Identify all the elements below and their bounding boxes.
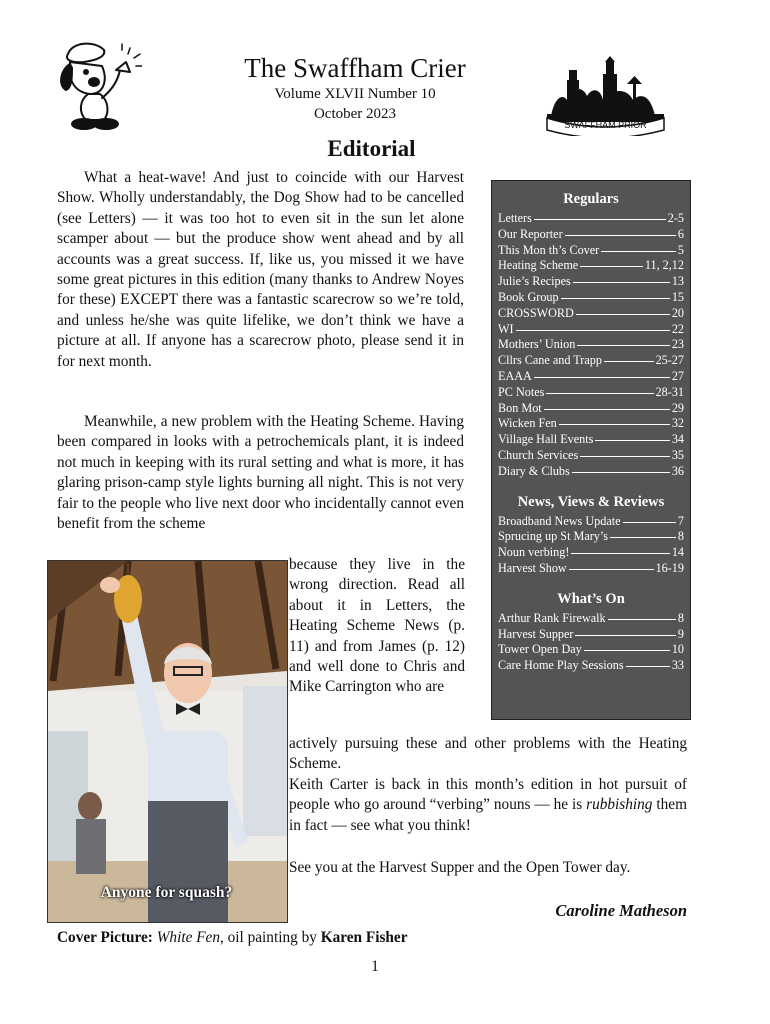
leader-line <box>580 266 643 267</box>
contents-entry-page: 5 <box>677 242 684 257</box>
contents-entry-title: Sprucing up St Mary’s <box>498 529 609 544</box>
contents-entry-title: Letters <box>498 211 532 225</box>
leader-line <box>623 522 676 523</box>
contents-entry-title: PC Notes <box>498 384 545 399</box>
regulars-entry <box>498 416 684 432</box>
contents-entry-page: 25-27 <box>655 353 684 368</box>
contents-entry-title: CROSSWORD <box>498 305 574 320</box>
leader-line <box>546 393 653 394</box>
contents-entry-page: 13 <box>671 274 684 289</box>
editorial-paragraph-4: See you at the Harvest Supper and the Open Tower day. <box>289 859 631 876</box>
leader-line <box>516 330 670 331</box>
regulars-entry <box>498 464 684 480</box>
leader-line <box>580 456 670 457</box>
regulars-entry <box>498 401 684 417</box>
contents-entry-title: WI <box>498 321 514 336</box>
news-entry <box>498 529 684 545</box>
editorial-paragraph-2: Meanwhile, a new problem with the Heating Scheme. Having been compared in looks with a petrochemicals plant, it is indeed not much in keeping with its rural setting and what is more, it has glaring prison-camp style lights burning all night. This is not very fair to the people who live next door who incidentally cannot even benefit from the scheme <box>57 413 464 533</box>
contents-entry-page: 27 <box>671 368 684 383</box>
leader-line <box>544 409 670 410</box>
contents-entry-page: 36 <box>671 463 684 478</box>
contents-entry-page: 11, 2,12 <box>644 258 684 273</box>
contents-entry-title: Our Reporter <box>498 226 563 241</box>
contents-entry-title: Broadband News Update <box>498 513 621 528</box>
editorial-paragraph-3 <box>289 775 687 836</box>
leader-line <box>565 235 676 236</box>
regulars-entry <box>498 306 684 322</box>
editorial-paragraph-1: What a heat-wave! And just to coincide with our Harvest Show. Wholly understandably, the Dog Show had to be cancelled (see Letters) — it was too hot to even sit in the sun let alone scamper about — but the produce show went ahead and by all accounts was a great success. If, like us, you missed it we have some great pictures in this edition (many thanks to Andrew Noyes for these) EXCEPT there was a fantastic scarecrow so we’re told, and unless he/she was quite lifelike, we don’t think we have a picture at all. If anyone has a scarecrow photo, please send it in for next month. <box>57 169 464 370</box>
regulars-heading: Regulars <box>563 191 619 207</box>
regulars-entry <box>498 353 684 369</box>
contents-entry-page: 15 <box>671 289 684 304</box>
contents-entry-page: 22 <box>671 321 684 336</box>
contents-entry-page: 32 <box>671 416 684 431</box>
leader-line <box>601 251 676 252</box>
para3-text-before: Keith Carter is back in this month’s edition in hot pursuit of people who go around “verbing” nouns — he is <box>289 776 687 814</box>
volume-number: Volume XLVII Number 10 <box>274 86 436 102</box>
leader-line <box>571 553 669 554</box>
contents-entry-title: Church Services <box>498 447 579 462</box>
contents-entry-page: 7 <box>677 513 684 528</box>
contents-entry-page: 34 <box>671 432 684 447</box>
contents-entry-title: Harvest Supper <box>498 626 574 641</box>
leader-line <box>569 569 654 570</box>
news-entry <box>498 561 684 577</box>
leader-line <box>559 424 670 425</box>
regulars-entry <box>498 432 684 448</box>
squash-photo <box>47 560 288 923</box>
news-entry <box>498 514 684 530</box>
contents-entry-page: 10 <box>671 642 684 657</box>
contents-entry-title: Mothers’ Union <box>498 337 576 352</box>
news-list <box>498 514 684 577</box>
leader-line <box>577 345 670 346</box>
contents-entry-page: 8 <box>677 529 684 544</box>
contents-entry-title: Heating Scheme <box>498 258 579 273</box>
para3-text-after: them in fact — see what you think! <box>289 796 687 834</box>
regulars-list <box>498 211 684 480</box>
contents-entry-page: 28-31 <box>655 384 684 399</box>
contents-entry-title: Book Group <box>498 289 559 304</box>
contents-entry-page: 8 <box>677 610 684 625</box>
contents-entry-title: Wicken Fen <box>498 416 557 431</box>
whats-on-heading: What’s On <box>557 590 625 607</box>
regulars-entry <box>498 322 684 338</box>
swaffham-prior-logo <box>543 56 668 136</box>
leader-line <box>584 650 670 651</box>
leader-line <box>626 666 670 667</box>
contents-entry-title: Bon Mot <box>498 400 542 415</box>
regulars-entry <box>498 290 684 306</box>
newsletter-title: The Swaffham Crier <box>244 53 466 83</box>
contents-sidebar <box>491 180 691 720</box>
contents-entry-title: Arthur Rank Firewalk <box>498 610 606 625</box>
news-views-reviews-heading: News, Views & Reviews <box>517 493 665 510</box>
whats-on-entry <box>498 642 684 658</box>
news-entry <box>498 545 684 561</box>
leader-line <box>534 377 670 378</box>
leader-line <box>595 440 669 441</box>
contents-entry-title: Tower Open Day <box>498 642 582 657</box>
contents-entry-page: 2-5 <box>667 211 684 225</box>
leader-line <box>573 282 670 283</box>
leader-line <box>608 619 676 620</box>
whats-on-list <box>498 611 684 674</box>
town-crier-dog-illustration <box>50 40 142 136</box>
leader-line <box>575 635 675 636</box>
regulars-entry <box>498 258 684 274</box>
contents-entry-title: Diary & Clubs <box>498 463 570 478</box>
para3-emphasis: rubbishing <box>586 796 653 814</box>
contents-entry-title: Cllrs Cane and Trapp <box>498 353 602 368</box>
regulars-entry <box>498 211 684 227</box>
issue-date: October 2023 <box>313 106 397 122</box>
contents-entry-page: 9 <box>677 626 684 641</box>
contents-entry-page: 20 <box>671 305 684 320</box>
regulars-entry <box>498 274 684 290</box>
regulars-entry <box>498 337 684 353</box>
page-number: 1 <box>371 958 379 975</box>
contents-entry-title: EAAA <box>498 368 532 383</box>
cover-caption-artist: Karen Fisher <box>320 929 408 946</box>
leader-line <box>604 361 654 362</box>
contents-entry-page: 29 <box>671 400 684 415</box>
regulars-entry <box>498 369 684 385</box>
whats-on-entry <box>498 658 684 674</box>
leader-line <box>572 472 670 473</box>
editor-signature: Caroline Matheson <box>555 901 687 920</box>
cover-caption-middle: , oil painting by <box>219 929 321 946</box>
regulars-entry <box>498 243 684 259</box>
contents-entry-page: 6 <box>677 226 684 241</box>
leader-line <box>576 314 670 315</box>
contents-entry-title: Noun verbing! <box>498 545 570 560</box>
editorial-paragraph-2-end: actively pursuing these and other problems with the Heating Scheme. <box>289 735 687 773</box>
leader-line <box>610 537 676 538</box>
contents-entry-title: Care Home Play Sessions <box>498 658 624 673</box>
contents-entry-page: 16-19 <box>655 560 684 575</box>
logo-text: SWAFFHAM PRIOR <box>564 120 647 130</box>
editorial-heading: Editorial <box>327 136 416 161</box>
cover-caption-work: White Fen <box>156 929 220 946</box>
editorial-paragraph-2-continued: because they live in the wrong direction. Read all about it in Letters, the Heating Scheme News (p. 11) and from James (p. 12) and well done to Chris and Mike Carrington who are <box>289 556 465 696</box>
whats-on-entry <box>498 627 684 643</box>
cover-picture-caption <box>57 927 408 949</box>
regulars-entry <box>498 227 684 243</box>
contents-entry-page: 33 <box>671 658 684 673</box>
contents-entry-page: 23 <box>671 337 684 352</box>
regulars-entry <box>498 385 684 401</box>
contents-entry-page: 14 <box>671 545 684 560</box>
contents-entry-page: 35 <box>671 447 684 462</box>
contents-entry-title: Harvest Show <box>498 560 567 575</box>
contents-entry-title: Village Hall Events <box>498 432 594 447</box>
leader-line <box>561 298 670 299</box>
contents-entry-title: This Mon th’s Cover <box>498 242 600 257</box>
cover-caption-label: Cover Picture: <box>57 929 153 946</box>
photo-illustration <box>48 561 287 922</box>
leader-line <box>534 219 666 220</box>
contents-entry-title: Julie’s Recipes <box>498 274 571 289</box>
regulars-entry <box>498 448 684 464</box>
photo-caption: Anyone for squash? <box>100 884 233 901</box>
whats-on-entry <box>498 611 684 627</box>
